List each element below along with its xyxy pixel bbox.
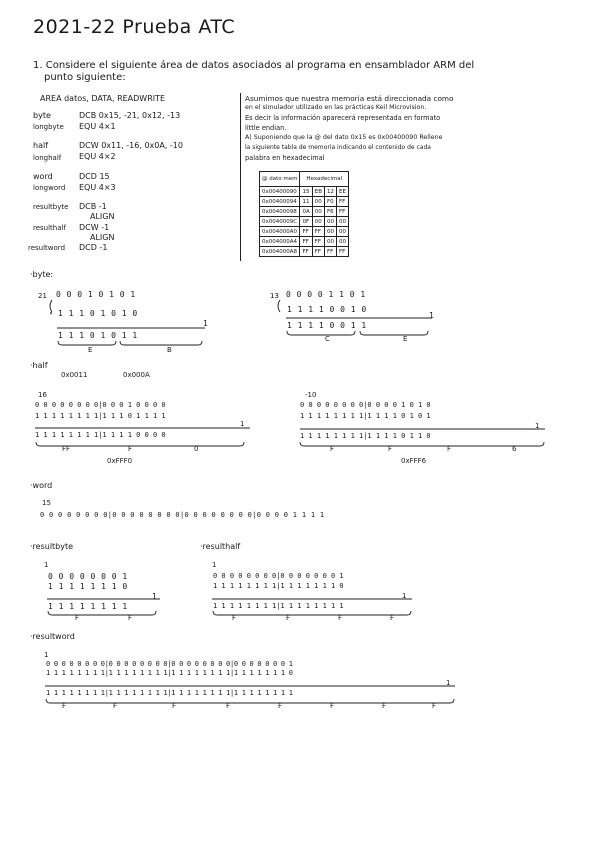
hex-cell: FF (337, 197, 349, 207)
bit-row-inverted: 1 1 1 1 1 1 1 1|1 1 1 0 1 1 1 1 (35, 412, 166, 420)
nibble-label: F (338, 614, 343, 622)
code-instr: DCB 0x15, -21, 0x12, -13 (79, 111, 181, 120)
nibble-label: F (447, 445, 452, 453)
work-number: 1 (44, 651, 49, 659)
address-cell: 0x004000A0 (260, 227, 300, 237)
nibble-label: F (113, 702, 118, 710)
nibble-label: F (226, 702, 231, 710)
bit-row-inverted: 1 1 1 1 1 1 1 1|1 1 1 1 1 1 1 1|1 1 1 1 1 1 1 1|1 1 1 1 1 1 1 0 (46, 669, 293, 677)
code-instr: EQU 4×1 (79, 122, 116, 131)
hex-cell: FF (300, 237, 312, 247)
code-label: resultword (28, 244, 66, 252)
right-text-line: Es decir la información aparecerá representada en formato (245, 114, 441, 122)
code-label: longhalf (33, 154, 62, 162)
work-number: 21 (38, 292, 47, 300)
hex-cell: FF (337, 207, 349, 217)
right-text-line: Asumimos que nuestra memoria está direccionada como (245, 94, 454, 103)
work-number: 1 (44, 561, 49, 569)
bit-row: 0 0 0 0 1 1 0 1 (286, 290, 366, 299)
right-text-line: palabra en hexadecimal (245, 154, 325, 162)
code-label: word (33, 172, 53, 181)
hex-cell: 00 (325, 217, 337, 227)
code-instr: DCD 15 (79, 172, 110, 181)
work-number: 1 (212, 561, 217, 569)
nibble-label: E (88, 346, 93, 354)
code-instr: ALIGN (90, 233, 115, 242)
bit-row: 0 0 0 0 0 0 0 0|0 0 0 0 1 0 1 0 (300, 401, 431, 409)
bit-row-inverted: 1 1 1 0 1 0 1 0 (58, 309, 138, 318)
nibble-label: F (128, 614, 133, 622)
hex-result: 0xFFF6 (401, 457, 427, 465)
code-label: longword (33, 184, 66, 192)
work-number: 15 (42, 499, 51, 507)
hex-value: 0x000A (123, 371, 150, 379)
bit-row-result: 1 1 1 0 1 0 1 1 (58, 331, 138, 340)
nibble-label: F (172, 702, 177, 710)
hex-cell: FF (300, 227, 312, 237)
code-instr: EQU 4×3 (79, 183, 116, 192)
nibble-label: F (128, 445, 133, 453)
nibble-label: F (278, 702, 283, 710)
code-label: resulthalf (33, 224, 66, 232)
right-text-line: little endian. (245, 124, 287, 132)
nibble-label: F (390, 614, 395, 622)
code-label: byte (33, 111, 51, 120)
hex-cell: FF (337, 247, 349, 257)
code-instr: ALIGN (90, 212, 115, 221)
bit-row: 0 0 0 1 0 1 0 1 (56, 290, 136, 299)
code-label: half (33, 141, 49, 150)
hex-cell: 00 (337, 217, 349, 227)
address-cell: 0x0040009C (260, 217, 300, 227)
hex-cell: 00 (312, 217, 324, 227)
hex-value: 0x0011 (61, 371, 88, 379)
nibble-label: FF (62, 445, 71, 453)
code-instr: DCW 0x11, -16, 0x0A, -10 (79, 141, 183, 150)
section-label-byte: ·byte: (30, 270, 54, 279)
section-label-half: ·half (30, 361, 48, 370)
bit-row: 0 0 0 0 0 0 0 0|0 0 0 1 0 0 0 0 (35, 401, 166, 409)
bit-row: 0 0 0 0 0 0 0 1 (48, 572, 128, 581)
table-header-hex: Hexadecimal (300, 172, 349, 187)
nibble-label: E (403, 335, 408, 343)
bit-row: 0 0 0 0 0 0 0 0|0 0 0 0 0 0 0 0|0 0 0 0 0 0 0 0|0 0 0 0 0 0 0 1 (46, 660, 293, 668)
bit-row-result: 1 1 1 1 0 0 1 1 (287, 321, 367, 330)
bit-row-result: 1 1 1 1 1 1 1 1|1 1 1 1 0 0 0 0 (35, 431, 166, 439)
plus-one: 1 (402, 592, 407, 600)
code-instr: DCB -1 (79, 202, 107, 211)
hex-cell: FF (312, 237, 324, 247)
nibble-label: F (75, 614, 80, 622)
address-cell: 0x00400090 (260, 187, 300, 197)
right-text-line: la siguiente tabla de memoria indicando el contenido de cada (245, 144, 431, 151)
question-line-2: punto siguiente: (44, 72, 126, 83)
hex-cell: FF (312, 227, 324, 237)
hex-result: 0xFFF0 (107, 457, 133, 465)
code-label: longbyte (33, 123, 64, 131)
nibble-label: 0 (194, 445, 199, 453)
right-text-line: A) Suponiendo que la @ del dato 0x15 es 0x00400090 Rellene (245, 134, 443, 141)
address-cell: 0x004000A4 (260, 237, 300, 247)
nibble-label: F (382, 702, 387, 710)
hex-cell: 0A (300, 207, 312, 217)
hex-cell: FF (312, 247, 324, 257)
plus-one: 1 (152, 592, 158, 601)
hex-cell: 00 (312, 197, 324, 207)
work-number: -10 (305, 391, 317, 399)
hex-cell: 15 (300, 187, 312, 197)
work-number: 13 (270, 292, 279, 300)
plus-one: 1 (240, 420, 245, 428)
hex-cell: 0F (300, 217, 312, 227)
plus-one: 1 (535, 422, 540, 430)
hex-cell: 11 (300, 197, 312, 207)
section-label-resultbyte: ·resultbyte (30, 542, 74, 551)
right-text-line: en el simulador utilizado en las prácticas Keil Microvision. (245, 104, 427, 111)
nibble-label: F (62, 702, 67, 710)
plus-one: 1 (203, 319, 209, 328)
bit-row-result: 1 1 1 1 1 1 1 1|1 1 1 1 1 1 1 1 (213, 602, 344, 610)
hex-cell: 00 (337, 227, 349, 237)
bit-row-result: 1 1 1 1 1 1 1 1|1 1 1 1 1 1 1 1|1 1 1 1 1 1 1 1|1 1 1 1 1 1 1 1 (46, 689, 293, 697)
page-title: 2021-22 Prueba ATC (33, 16, 236, 38)
bit-row: 0 0 0 0 0 0 0 0|0 0 0 0 0 0 0 0|0 0 0 0 0 0 0 0|0 0 0 0 1 1 1 1 (40, 511, 325, 519)
hex-cell: 00 (337, 237, 349, 247)
bit-row-result: 1 1 1 1 1 1 1 1|1 1 1 1 0 1 1 0 (300, 432, 431, 440)
code-instr: EQU 4×2 (79, 152, 116, 161)
question-line-1: 1. Considere el siguiente área de datos asociados al programa en ensamblador ARM del (33, 60, 475, 71)
plus-one: 1 (429, 311, 435, 320)
nibble-label: F (330, 702, 335, 710)
nibble-label: F (388, 445, 393, 453)
address-cell: 0x004000A8 (260, 247, 300, 257)
plus-one: 1 (446, 679, 451, 687)
address-cell: 0x00400098 (260, 207, 300, 217)
nibble-label: F (286, 614, 291, 622)
hex-cell: EB (312, 187, 324, 197)
bit-row-inverted: 1 1 1 1 1 1 1 1|1 1 1 1 1 1 1 0 (213, 582, 344, 590)
nibble-label: B (167, 346, 172, 354)
table-header-address: @ dato mem (260, 172, 300, 187)
hex-cell: 12 (325, 187, 337, 197)
hex-cell: FF (300, 247, 312, 257)
hex-cell: FF (325, 247, 337, 257)
work-number: 16 (38, 391, 47, 399)
code-area-line: AREA datos, DATA, READWRITE (40, 94, 166, 103)
bit-row-inverted: 1 1 1 1 0 0 1 0 (287, 305, 367, 314)
section-label-word: ·word (30, 481, 53, 490)
hex-cell: 00 (312, 207, 324, 217)
section-label-resultword: ·resultword (30, 632, 75, 641)
bit-row-inverted: 1 1 1 1 1 1 1 0 (48, 582, 128, 591)
hex-cell: 00 (325, 237, 337, 247)
nibble-label: 6 (512, 445, 517, 453)
hex-cell: EE (337, 187, 349, 197)
bit-row: 0 0 0 0 0 0 0 0|0 0 0 0 0 0 0 1 (213, 572, 344, 580)
nibble-label: F (232, 614, 237, 622)
nibble-label: C (325, 335, 330, 343)
section-label-resulthalf: ·resulthalf (200, 542, 241, 551)
code-instr: DCD -1 (79, 243, 108, 252)
nibble-label: F (330, 445, 335, 453)
address-cell: 0x00400094 (260, 197, 300, 207)
bit-row-result: 1 1 1 1 1 1 1 1 (48, 602, 128, 611)
bit-row-inverted: 1 1 1 1 1 1 1 1|1 1 1 1 0 1 0 1 (300, 412, 431, 420)
hex-cell: F0 (325, 197, 337, 207)
code-instr: DCW -1 (79, 223, 110, 232)
code-label: resultbyte (33, 203, 69, 211)
hex-cell: 00 (325, 227, 337, 237)
hex-cell: F6 (325, 207, 337, 217)
nibble-label: F (432, 702, 437, 710)
